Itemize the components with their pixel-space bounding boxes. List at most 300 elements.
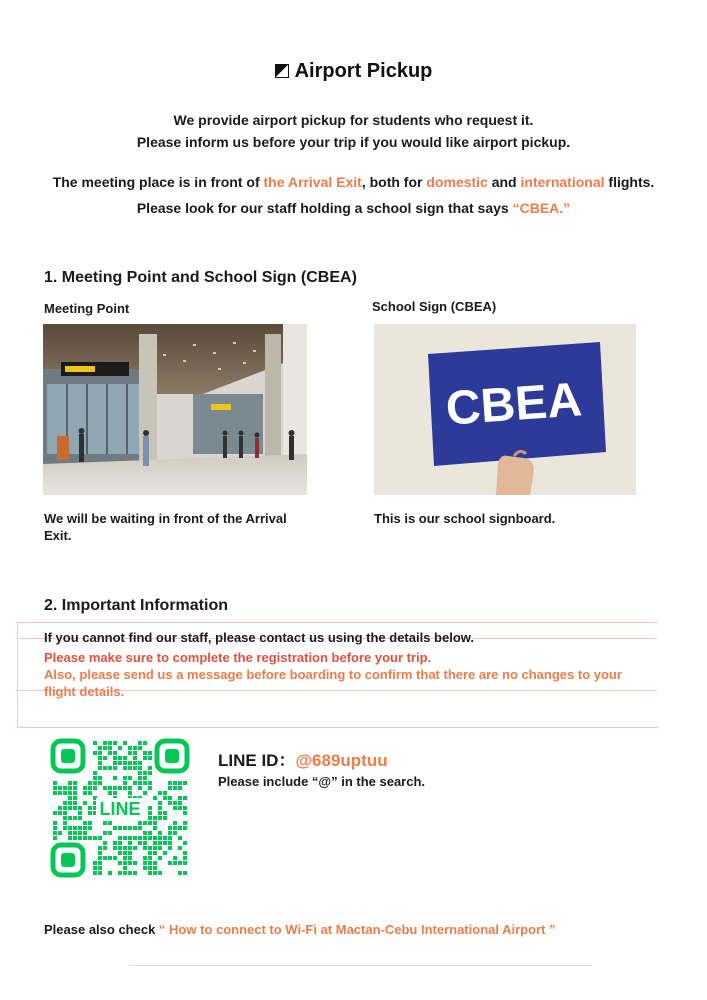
qr-module xyxy=(128,791,132,795)
qr-module xyxy=(168,861,172,865)
qr-module xyxy=(123,851,127,855)
qr-module xyxy=(73,806,77,810)
qr-module xyxy=(143,771,147,775)
qr-module xyxy=(183,821,187,825)
qr-module xyxy=(148,816,152,820)
qr-module xyxy=(138,786,142,790)
qr-module xyxy=(118,826,122,830)
qr-module xyxy=(163,841,167,845)
line-qr-code[interactable] xyxy=(50,738,190,878)
qr-module xyxy=(183,781,187,785)
qr-module xyxy=(148,871,152,875)
qr-module xyxy=(108,746,112,750)
qr-module xyxy=(183,856,187,860)
cbea-highlight: “CBEA.” xyxy=(512,200,571,216)
qr-module xyxy=(98,866,102,870)
qr-module xyxy=(113,841,117,845)
qr-module xyxy=(138,766,142,770)
qr-module xyxy=(88,821,92,825)
qr-module xyxy=(123,781,127,785)
qr-module xyxy=(173,781,177,785)
qr-module xyxy=(158,811,162,815)
qr-line-text: LINE xyxy=(99,799,141,819)
qr-module xyxy=(123,871,127,875)
qr-module xyxy=(68,836,72,840)
qr-module xyxy=(118,786,122,790)
qr-module xyxy=(158,836,162,840)
qr-module xyxy=(68,796,72,800)
qr-module xyxy=(128,766,132,770)
qr-module xyxy=(108,831,112,835)
qr-module xyxy=(153,846,157,850)
qr-module xyxy=(93,771,97,775)
qr-module xyxy=(68,816,72,820)
qr-module xyxy=(133,746,137,750)
qr-module xyxy=(158,816,162,820)
qr-module xyxy=(173,821,177,825)
qr-module xyxy=(153,851,157,855)
qr-module xyxy=(78,826,82,830)
qr-module xyxy=(98,776,102,780)
qr-module xyxy=(108,741,112,745)
qr-module xyxy=(63,806,67,810)
qr-module xyxy=(143,856,147,860)
qr-module xyxy=(168,781,172,785)
qr-module xyxy=(93,866,97,870)
qr-module xyxy=(103,856,107,860)
qr-module xyxy=(168,836,172,840)
qr-module xyxy=(58,806,62,810)
qr-module xyxy=(163,836,167,840)
qr-module xyxy=(158,801,162,805)
qr-module xyxy=(98,856,102,860)
qr-module xyxy=(83,791,87,795)
registration-notice: Please make sure to complete the registration before your trip. xyxy=(44,650,432,665)
qr-module xyxy=(63,811,67,815)
qr-module xyxy=(68,826,72,830)
qr-module xyxy=(113,856,117,860)
qr-module xyxy=(93,836,97,840)
qr-module xyxy=(143,866,147,870)
qr-module xyxy=(133,761,137,765)
qr-module xyxy=(128,836,132,840)
qr-module xyxy=(103,846,107,850)
qr-module xyxy=(103,841,107,845)
qr-module xyxy=(113,741,117,745)
qr-module xyxy=(178,836,182,840)
qr-module xyxy=(133,836,137,840)
qr-module xyxy=(118,841,122,845)
qr-module xyxy=(178,796,182,800)
qr-module xyxy=(138,826,142,830)
qr-module xyxy=(143,846,147,850)
qr-module xyxy=(148,866,152,870)
qr-module xyxy=(88,826,92,830)
qr-module xyxy=(83,821,87,825)
qr-module xyxy=(128,841,132,845)
qr-module xyxy=(158,831,162,835)
qr-module xyxy=(183,826,187,830)
qr-module xyxy=(138,771,142,775)
line-id-label: LINE ID： xyxy=(218,751,296,770)
intro-line-2: Please inform us before your trip if you would like airport pickup. xyxy=(136,134,571,150)
qr-module xyxy=(153,821,157,825)
qr-module xyxy=(123,756,127,760)
qr-module xyxy=(63,801,67,805)
qr-module xyxy=(138,841,142,845)
qr-module xyxy=(128,856,132,860)
qr-module xyxy=(163,791,167,795)
sign-sentence: Please look for our staff holding a school sign that says “CBEA.” xyxy=(136,200,571,216)
meeting-point-photo xyxy=(43,324,307,495)
qr-module xyxy=(168,796,172,800)
qr-module xyxy=(53,826,57,830)
qr-module xyxy=(138,761,142,765)
qr-module xyxy=(83,786,87,790)
qr-module xyxy=(158,856,162,860)
qr-module xyxy=(128,871,132,875)
qr-module xyxy=(143,741,147,745)
qr-module xyxy=(138,781,142,785)
qr-module xyxy=(133,846,137,850)
qr-module xyxy=(73,836,77,840)
qr-module xyxy=(158,806,162,810)
section-2-heading: 2. Important Information xyxy=(44,597,228,614)
qr-module xyxy=(143,841,147,845)
qr-module xyxy=(108,751,112,755)
qr-module xyxy=(53,786,57,790)
qr-module xyxy=(148,806,152,810)
qr-module xyxy=(98,871,102,875)
qr-module xyxy=(118,746,122,750)
qr-module xyxy=(123,866,127,870)
qr-module xyxy=(88,836,92,840)
qr-module xyxy=(113,776,117,780)
qr-module xyxy=(128,776,132,780)
qr-module xyxy=(78,831,82,835)
qr-module xyxy=(143,821,147,825)
qr-module xyxy=(58,811,62,815)
qr-module xyxy=(143,861,147,865)
qr-module xyxy=(123,776,127,780)
qr-module xyxy=(148,821,152,825)
qr-module xyxy=(128,751,132,755)
qr-module xyxy=(183,871,187,875)
qr-module xyxy=(183,841,187,845)
qr-module xyxy=(98,851,102,855)
school-sign-label: School Sign (CBEA) xyxy=(372,299,497,314)
qr-module xyxy=(103,766,107,770)
sign-text: CBEA xyxy=(444,373,584,436)
wifi-guide-link[interactable]: “ How to connect to Wi-Fi at Mactan-Cebu International Airport ” xyxy=(158,922,556,937)
qr-module xyxy=(108,821,112,825)
qr-module xyxy=(98,761,102,765)
qr-module xyxy=(98,861,102,865)
qr-module xyxy=(168,831,172,835)
qr-module xyxy=(168,846,172,850)
international-highlight: international xyxy=(520,174,605,190)
intro-line-1: We provide airport pickup for students who request it. xyxy=(173,112,534,128)
qr-module xyxy=(138,821,142,825)
square-bullet-icon xyxy=(275,64,289,78)
cbea-sign-illustration xyxy=(374,324,636,495)
qr-module xyxy=(98,846,102,850)
meeting-place-sentence: The meeting place is in front of the Arrival Exit, both for domestic and international flights. xyxy=(52,174,655,190)
qr-module xyxy=(118,851,122,855)
qr-module xyxy=(118,871,122,875)
qr-module xyxy=(113,756,117,760)
qr-module xyxy=(103,821,107,825)
qr-module xyxy=(93,871,97,875)
qr-module xyxy=(168,801,172,805)
qr-module xyxy=(68,801,72,805)
qr-module xyxy=(93,751,97,755)
qr-module xyxy=(153,816,157,820)
qr-module xyxy=(173,826,177,830)
qr-module xyxy=(98,746,102,750)
qr-module xyxy=(183,851,187,855)
qr-module xyxy=(178,861,182,865)
qr-module xyxy=(148,831,152,835)
qr-module xyxy=(103,746,107,750)
page-title: Airport Pickup xyxy=(0,60,707,83)
qr-module xyxy=(153,861,157,865)
qr-module xyxy=(98,766,102,770)
qr-module xyxy=(158,791,162,795)
qr-module xyxy=(148,851,152,855)
airport-hall-illustration xyxy=(43,324,307,495)
qr-module xyxy=(78,816,82,820)
qr-module xyxy=(113,761,117,765)
qr-module xyxy=(83,836,87,840)
qr-module xyxy=(88,791,92,795)
qr-module xyxy=(148,836,152,840)
qr-module xyxy=(178,786,182,790)
qr-module xyxy=(123,826,127,830)
qr-module xyxy=(163,851,167,855)
qr-module xyxy=(93,861,97,865)
qr-module xyxy=(53,791,57,795)
qr-module xyxy=(73,801,77,805)
qr-module xyxy=(73,786,77,790)
qr-module xyxy=(163,796,167,800)
qr-module xyxy=(73,826,77,830)
qr-module xyxy=(93,781,97,785)
qr-module xyxy=(143,776,147,780)
qr-module xyxy=(103,786,107,790)
arrival-exit-highlight: the Arrival Exit xyxy=(263,174,362,190)
qr-module xyxy=(148,766,152,770)
qr-module xyxy=(53,811,57,815)
qr-module xyxy=(118,761,122,765)
qr-module xyxy=(178,871,182,875)
qr-module xyxy=(68,786,72,790)
meeting-point-label: Meeting Point xyxy=(44,301,130,316)
qr-module xyxy=(128,761,132,765)
line-id-value[interactable]: @689uptuu xyxy=(295,751,388,770)
qr-module xyxy=(143,791,147,795)
qr-module xyxy=(133,756,137,760)
qr-module xyxy=(63,786,67,790)
qr-module xyxy=(108,791,112,795)
qr-module xyxy=(68,806,72,810)
qr-module xyxy=(68,831,72,835)
qr-module xyxy=(143,781,147,785)
qr-module xyxy=(153,866,157,870)
qr-module xyxy=(178,781,182,785)
qr-module xyxy=(83,801,87,805)
qr-module xyxy=(178,801,182,805)
qr-module xyxy=(138,776,142,780)
qr-module xyxy=(53,831,57,835)
qr-module xyxy=(98,756,102,760)
qr-module xyxy=(108,856,112,860)
qr-module xyxy=(128,746,132,750)
school-sign-photo xyxy=(374,324,636,495)
qr-module xyxy=(123,786,127,790)
qr-module xyxy=(143,751,147,755)
qr-module xyxy=(118,861,122,865)
qr-module xyxy=(173,801,177,805)
qr-module xyxy=(153,796,157,800)
qr-module xyxy=(123,856,127,860)
qr-module xyxy=(183,861,187,865)
qr-module xyxy=(173,806,177,810)
qr-module xyxy=(63,816,67,820)
qr-module xyxy=(123,766,127,770)
qr-module xyxy=(163,816,167,820)
qr-module xyxy=(128,861,132,865)
qr-module xyxy=(158,871,162,875)
meeting-point-caption: We will be waiting in front of the Arrival Exit. xyxy=(44,511,287,543)
qr-module xyxy=(73,816,77,820)
qr-module xyxy=(128,826,132,830)
qr-module xyxy=(118,846,122,850)
qr-module xyxy=(68,791,72,795)
qr-module xyxy=(53,821,57,825)
qr-module xyxy=(168,841,172,845)
qr-module xyxy=(113,846,117,850)
qr-module xyxy=(178,806,182,810)
qr-module xyxy=(138,836,142,840)
qr-module xyxy=(88,781,92,785)
qr-module xyxy=(153,826,157,830)
qr-module xyxy=(98,781,102,785)
qr-module xyxy=(113,766,117,770)
qr-module xyxy=(118,756,122,760)
qr-module xyxy=(153,836,157,840)
line-id-row xyxy=(218,746,388,771)
qr-module xyxy=(83,831,87,835)
qr-module xyxy=(148,771,152,775)
qr-module xyxy=(133,826,137,830)
qr-module xyxy=(93,786,97,790)
qr-module xyxy=(183,806,187,810)
boarding-notice: Also, please send us a message before boarding to confirm that there are no changes to your flight details. xyxy=(44,667,622,699)
qr-module xyxy=(158,846,162,850)
line-search-note: Please include “@” in the search. xyxy=(218,774,426,789)
qr-module xyxy=(133,861,137,865)
qr-module xyxy=(108,871,112,875)
qr-module xyxy=(138,741,142,745)
qr-module xyxy=(148,846,152,850)
qr-module xyxy=(153,871,157,875)
qr-module xyxy=(58,786,62,790)
qr-module xyxy=(78,806,82,810)
qr-module xyxy=(133,751,137,755)
qr-module xyxy=(68,781,72,785)
qr-module xyxy=(173,786,177,790)
qr-module xyxy=(58,831,62,835)
qr-module xyxy=(113,786,117,790)
qr-module xyxy=(128,786,132,790)
qr-module xyxy=(78,836,82,840)
qr-module xyxy=(103,741,107,745)
qr-module xyxy=(113,791,117,795)
qr-module xyxy=(73,791,77,795)
qr-module xyxy=(178,826,182,830)
section-1-heading: 1. Meeting Point and School Sign (CBEA) xyxy=(44,269,357,286)
qr-module xyxy=(133,766,137,770)
qr-module xyxy=(143,831,147,835)
qr-module xyxy=(53,836,57,840)
qr-module xyxy=(158,841,162,845)
qr-module xyxy=(53,781,57,785)
qr-module xyxy=(148,781,152,785)
qr-module xyxy=(83,826,87,830)
qr-module xyxy=(148,756,152,760)
domestic-highlight: domestic xyxy=(426,174,488,190)
qr-module xyxy=(58,791,62,795)
qr-module xyxy=(173,861,177,865)
qr-module xyxy=(183,796,187,800)
qr-module xyxy=(128,846,132,850)
qr-module xyxy=(103,756,107,760)
qr-module xyxy=(73,831,77,835)
qr-module xyxy=(148,861,152,865)
qr-module xyxy=(123,761,127,765)
qr-module xyxy=(123,861,127,865)
qr-module xyxy=(148,811,152,815)
wifi-check-sentence: Please also check “ How to connect to Wi-Fi at Mactan-Cebu International Airport ” xyxy=(44,922,556,937)
qr-module xyxy=(93,741,97,745)
qr-module xyxy=(148,786,152,790)
qr-module xyxy=(168,786,172,790)
qr-module xyxy=(173,831,177,835)
qr-module xyxy=(133,781,137,785)
qr-module xyxy=(78,811,82,815)
qr-module xyxy=(73,781,77,785)
qr-module xyxy=(183,811,187,815)
qr-module xyxy=(98,836,102,840)
qr-module xyxy=(73,796,77,800)
qr-module xyxy=(178,846,182,850)
qr-module xyxy=(88,806,92,810)
qr-module xyxy=(63,791,67,795)
qr-module xyxy=(123,741,127,745)
qr-module xyxy=(128,851,132,855)
qr-module xyxy=(113,826,117,830)
qr-module xyxy=(103,831,107,835)
qr-module xyxy=(63,826,67,830)
qr-module xyxy=(123,846,127,850)
qr-module xyxy=(153,841,157,845)
qr-module xyxy=(108,786,112,790)
qr-module xyxy=(163,811,167,815)
qr-module xyxy=(148,751,152,755)
qr-module xyxy=(138,746,142,750)
qr-module xyxy=(88,811,92,815)
